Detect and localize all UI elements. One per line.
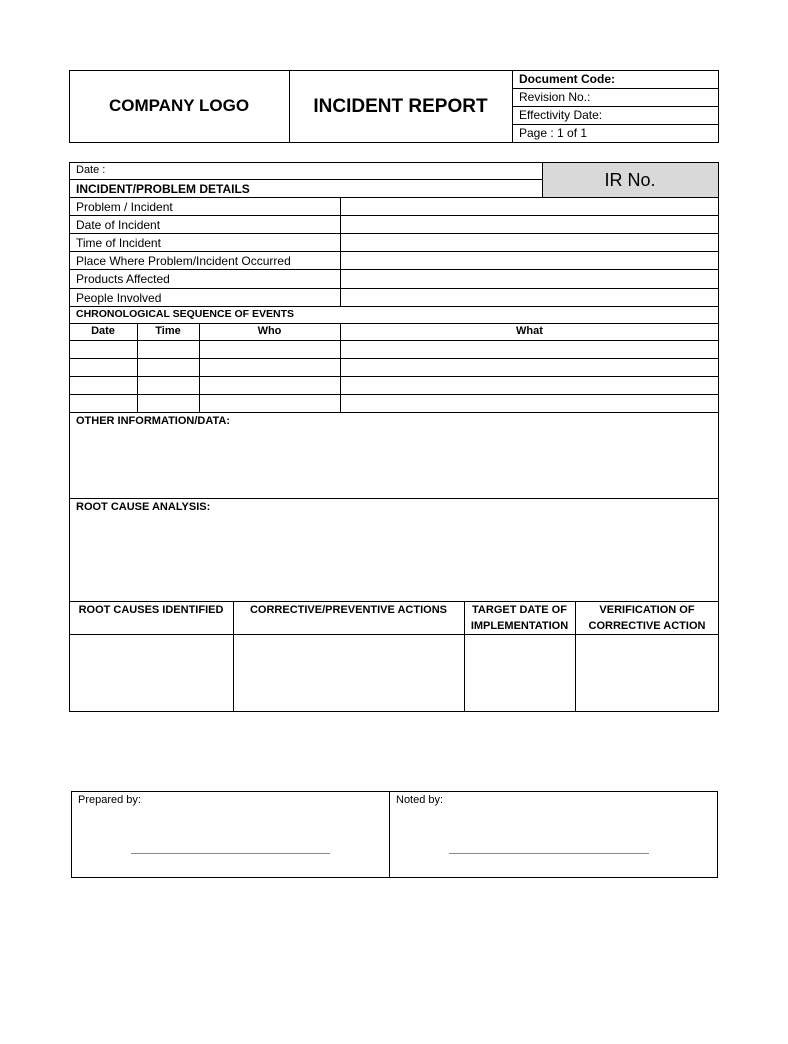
root-cause-analysis-label: ROOT CAUSE ANALYSIS: [76, 501, 211, 513]
action-column-divider [575, 601, 576, 712]
noted-by-label: Noted by: [396, 794, 444, 806]
detail-time-label: Time of Incident [76, 236, 161, 250]
action-col-target-date-line1: TARGET DATE OF [472, 604, 567, 616]
row-divider [69, 251, 719, 252]
signature-box [71, 791, 718, 878]
action-col-verification-line1: VERIFICATION OF [599, 604, 695, 616]
noted-by-signature-line [449, 853, 649, 854]
row-divider [69, 376, 719, 377]
header-meta-divider [512, 106, 719, 107]
row-divider [69, 197, 719, 198]
action-col-corrective-actions: CORRECTIVE/PREVENTIVE ACTIONS [249, 604, 447, 616]
company-logo: COMPANY LOGO [108, 96, 250, 115]
chronology-col-date: Date [91, 325, 115, 337]
detail-date-label: Date of Incident [76, 218, 161, 232]
prepared-by-signature-line [131, 853, 330, 854]
row-divider [69, 358, 719, 359]
detail-place-label: Place Where Problem/Incident Occurred [76, 254, 291, 268]
chronology-section-title: CHRONOLOGICAL SEQUENCE OF EVENTS [76, 308, 294, 320]
revision-no-label: Revision No.: [519, 90, 591, 104]
row-divider [69, 179, 542, 180]
details-section-title: INCIDENT/PROBLEM DETAILS [76, 182, 250, 196]
detail-problem-label: Problem / Incident [76, 200, 173, 214]
row-divider [69, 269, 719, 270]
action-col-verification-line2: CORRECTIVE ACTION [588, 620, 706, 632]
detail-products-label: Products Affected [76, 272, 170, 286]
other-information-label: OTHER INFORMATION/DATA: [76, 415, 230, 427]
row-divider [69, 288, 719, 289]
header-meta-divider [512, 88, 719, 89]
row-divider [69, 233, 719, 234]
row-divider [69, 498, 719, 499]
row-divider [69, 601, 719, 602]
document-title: INCIDENT REPORT [313, 96, 488, 117]
signature-divider [389, 791, 390, 878]
row-divider [69, 412, 719, 413]
row-divider [69, 634, 719, 635]
action-column-divider [233, 601, 234, 712]
action-col-target-date-line2: IMPLEMENTATION [470, 620, 569, 632]
header-meta-divider [512, 124, 719, 125]
row-divider [69, 306, 719, 307]
page-number-label: Page : 1 of 1 [519, 126, 588, 140]
action-col-root-causes: ROOT CAUSES IDENTIFIED [78, 604, 224, 616]
row-divider [69, 215, 719, 216]
chronology-col-who: Who [257, 325, 282, 337]
prepared-by-label: Prepared by: [78, 794, 141, 806]
row-divider [69, 394, 719, 395]
document-code-label: Document Code: [519, 72, 615, 86]
effectivity-date-label: Effectivity Date: [519, 108, 603, 122]
ir-number-label: IR No. [604, 170, 656, 190]
chronology-col-what: What [516, 325, 543, 337]
row-divider [69, 340, 719, 341]
detail-people-label: People Involved [76, 291, 162, 305]
chronology-col-time: Time [155, 325, 181, 337]
date-label: Date : [76, 164, 106, 176]
action-column-divider [464, 601, 465, 712]
row-divider [69, 323, 719, 324]
